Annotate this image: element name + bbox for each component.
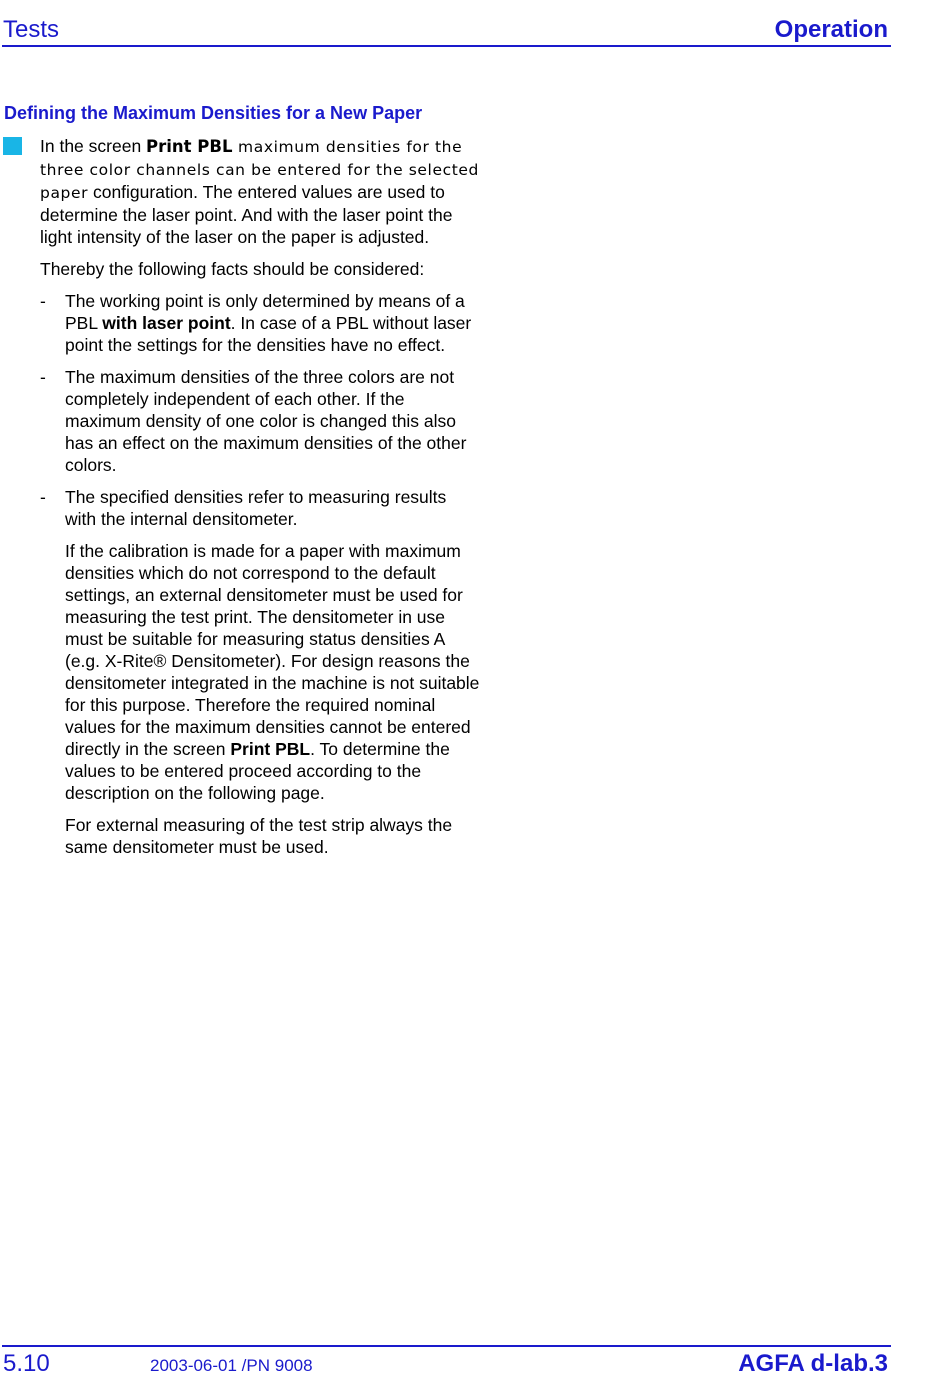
bullet-1-text-1: The working point is only determined by means of a PBL xyxy=(65,291,465,333)
header-section-title: Tests xyxy=(3,16,60,43)
intro-text-1: In the screen xyxy=(40,136,147,156)
list-item xyxy=(40,290,480,356)
intro-text-3: configuration. The entered values are used to determine the laser point. And with the laser point the light intensity of the laser on the paper is adjusted. xyxy=(40,182,453,247)
calibration-text-2: . To determine the values to be entered proceed according to the description on the following page. xyxy=(65,739,450,803)
calibration-text-1: If the calibration is made for a paper with maximum densities which do not correspond to the default settings, an external densitometer must be used for measuring the test print. The densitometer in use must be suitable for measuring status densities A (e.g. X-Rite® Densitometer). For design reasons the densitometer integrated in the machine is not suitable for this purpose. Therefore the required nominal values for the maximum densities cannot be entered directly in the screen xyxy=(65,541,480,759)
footer-rule xyxy=(2,1345,891,1347)
list-item xyxy=(40,366,480,476)
header-chapter-title: Operation xyxy=(774,16,888,43)
bullet-3-text: The specified densities refer to measuring results with the internal densitometer. xyxy=(65,487,447,529)
list-item xyxy=(40,486,480,530)
bullet-dash: - xyxy=(40,367,46,387)
external-measuring-paragraph: For external measuring of the test strip always the same densitometer must be used. xyxy=(65,815,453,857)
bullet-1-bold: with laser point xyxy=(102,313,231,333)
document-date: 2003-06-01 /PN 9008 xyxy=(150,1356,313,1375)
intro-paragraph xyxy=(40,135,480,248)
body-text xyxy=(40,135,480,868)
intro-screen-name: Print PBL xyxy=(146,137,233,156)
calibration-paragraph xyxy=(40,540,480,804)
product-name: AGFA d-lab.3 xyxy=(738,1350,888,1377)
intro-text-2: maximum densities for the three color channels can be entered for the selected paper xyxy=(40,138,479,202)
bullet-dash: - xyxy=(40,291,46,311)
note-marker-icon xyxy=(3,137,22,155)
header-rule xyxy=(2,45,891,47)
calibration-screen-name: Print PBL xyxy=(230,739,311,759)
bullet-1-text-2: . In case of a PBL without laser point the settings for the densities have no effect. xyxy=(65,313,472,355)
bullet-2-text: The maximum densities of the three colors are not completely independent of each other. If the maximum density of one color is changed this also has an effect on the maximum densities of the other colors. xyxy=(65,367,467,475)
page-number: 5.10 xyxy=(3,1350,50,1377)
bullet-dash: - xyxy=(40,487,46,507)
lead-paragraph: Thereby the following facts should be considered: xyxy=(40,259,425,279)
section-heading: Defining the Maximum Densities for a New Paper xyxy=(4,103,423,123)
